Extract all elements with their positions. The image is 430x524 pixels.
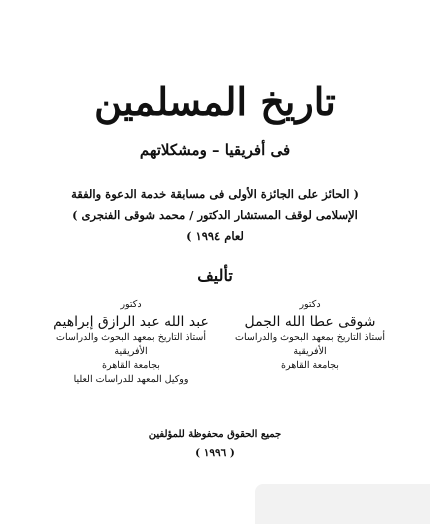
author-1-role-3: بجامعة القاهرة [281,360,339,371]
prize-statement [20,184,410,247]
author-2-role-1: أستاذ التاريخ بمعهد البحوث والدراسات [56,332,206,343]
author-1-role-1: أستاذ التاريخ بمعهد البحوث والدراسات [235,332,385,343]
copyright-notice: جميع الحقوق محفوظة للمؤلفين [148,429,282,440]
prize-line-3: لعام ١٩٩٤ ) [186,229,244,243]
author-2-role-2: الأفريقية [114,346,148,357]
author-block-2 [38,298,224,387]
author-1-degree: دكتور [299,299,321,310]
book-subtitle: فى أفريقيا – ومشكلاتهم [139,141,291,159]
author-2-role-3: بجامعة القاهرة [102,360,160,371]
author-2-role-4: ووكيل المعهد للدراسات العليا [73,374,189,385]
authorship-label: تأليف [197,266,233,285]
author-2-degree: دكتور [120,299,142,310]
author-1-name: شوقى عطا الله الجمل [244,314,376,330]
author-1-role-2: الأفريقية [293,346,327,357]
author-2-name: عبد الله عبد الرازق إبراهيم [53,314,209,330]
prize-line-1: ( الحائز على الجائزة الأولى فى مسابقة خدمة الدعوة والفقة [71,187,359,201]
publication-year: ( ١٩٩٦ ) [195,447,235,459]
prize-line-2: الإسلامى لوقف المستشار الدكتور / محمد شوقى الفنجرى ) [72,208,358,222]
book-title: تاريخ المسلمين [94,79,336,124]
author-block-1 [222,298,398,373]
viewer-overlay-panel [255,484,430,524]
